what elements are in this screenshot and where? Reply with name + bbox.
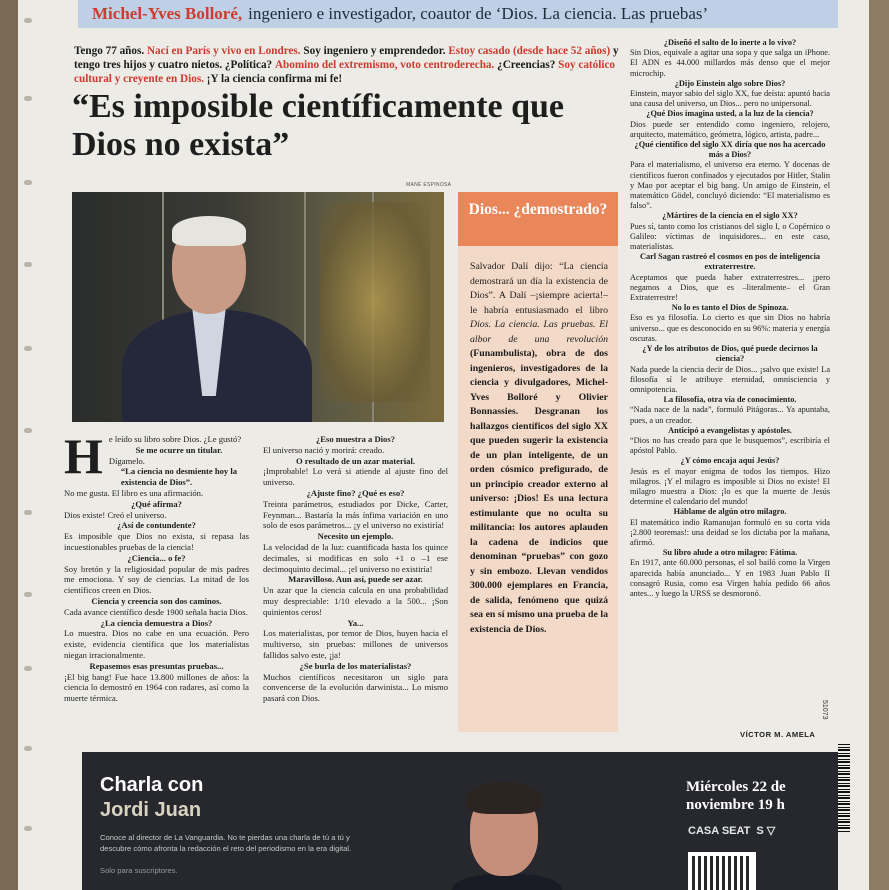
interview-answer: Para el materialismo, el universo era eterno. Y docenas de científicos fueron confinados y ejecutados por Hitler, Stalin y Mao por aceptar el big bang. Un amigo de Einstein, el matemático Gödel, concluyó diciendo: “El materialismo es falso”. [630,160,830,211]
interview-answer: e leído su libro sobre Dios. ¿Le gustó? [108,434,242,444]
drop-cap: H [64,428,103,484]
interview-answer: Einstein, mayor sabio del siglo XX, fue deísta: apuntó hacia una causa del universo, un Dios... pero no unipersonal. [630,89,830,109]
interview-question: ¿Dijo Einstein algo sobre Dios? [674,78,786,88]
interview-question: O resultado de un azar material. [295,455,416,466]
interview-question: ¿Así de contundente? [117,520,196,531]
interview-answer: Los materialistas, por temor de Dios, huyen hacia el multiverso, sin pruebas: millones de universos fallidos salvo este, ¡ja! [263,628,448,660]
interview-question: ¿Ajuste fino? ¿Qué es eso? [306,487,405,498]
event-advertisement [82,752,838,890]
sidebar-text: Salvador Dalí dijo: “La ciencia demostrará un día la existencia de Dios”. A Dalí –¡siempre acierta!– le habría entusiasmado el libro Dios. La ciencia. Las pruebas. El albor de una revolución (Funambulista), obra de dos ingenieros, investigadores de la ciencia y divulgadores, Michel-Yves Bolloré y Olivier Bonnassies. Desgranan los hallazgos científicos del siglo XX que pueden sugerir la existencia de un plan inteligente, de un orden cósmico prefigurado, de un principio creador externo al universo: ¡Dios! Es una lectura estimulante que no oculta su militancia: los autores aplauden la cadena de indicios que denominan “pruebas” con gozo y sin embozo. Llevan vendidos 300.000 ejemplares en Francia, de salida, fenómeno que quizá sea en sí mismo una prueba de la existencia de Dios. [470,261,608,635]
intro-beliefs-q: ¿Creencias? [497,59,556,71]
portrait-photo [72,192,444,422]
background-table [869,0,889,890]
interview-question: Anticipó a evangelistas y apóstoles. [668,425,792,435]
interview-column-2 [263,434,448,734]
interview-answer: El matemático indio Ramanujan formuló en su corta vida ¡2.800 teoremas!: una deidad se los dictaba por la mañana, afirmó. [630,517,830,547]
interview-answer: Soy bretón y la religiosidad popular de mis padres me emociona. Y soy de ciencias. La mitad de los científicos creen en Dios. [64,563,249,596]
interview-question: Ciencia y creencia son dos caminos. [91,595,222,606]
interview-answer: Cada avance científico desde 1900 señala hacia Dios. [64,606,248,617]
barcode-number: 51073 [821,700,828,720]
interview-answer: Dios puede ser entendido como ingeniero, relojero, arquitecto, matemático, geómetra, lógico, artista, padre... [630,119,830,139]
ad-note: Solo para suscriptores. [100,866,178,875]
interview-answer: El universo nació y morirá: creado. [263,444,385,455]
interview-question: No lo es tanto el Dios de Spinoza. [671,303,789,313]
intro-profession: Soy ingeniero y emprendedor. [303,45,446,57]
interview-question: ¿Qué afirma? [131,498,182,509]
interview-question: La filosofía, otra vía de conocimiento. [663,395,797,405]
author-signature: VÍCTOR M. AMELA [740,730,816,739]
ad-date: Miércoles 22 de noviembre 19 h [686,779,786,813]
intro-age: Tengo 77 años. [74,45,145,57]
interview-question: Necesito un ejemplo. [317,531,394,542]
interview-answer: Jesús es el mayor enigma de todos los tiempos. Hizo milagros. ¡Y el milagro es imposible si Dios no existe! El milagro muestra a Dios: ¡lo es que la muerte de Jesús determine el calendario del mundo! [630,466,830,507]
interview-question: Su libro alude a otro milagro: Fátima. [662,548,798,558]
interview-question: “La ciencia no desmiente hoy la existencia de Dios”. [120,466,238,488]
interview-answer: Sin Dios, equivale a agitar una sopa y que salga un iPhone. El ADN es 44.000 millardos más denso que el mejor microchip. [630,48,830,78]
ad-venue: CASA SEAT S ▽ [688,824,776,837]
interview-answer: “Dios no has creado para que le busquemos”, escribiría el apóstol Pablo. [630,435,830,456]
interview-column-1 [64,428,249,734]
interview-answer: No me gusta. El libro es una afirmación. [64,487,204,498]
interview-answer: Treinta parámetros, estudiados por Dicke, Carter, Feynman... Bastaría la más ínfima variación en uno solo de esos parámetros... ¡y el universo no existiría! [263,498,448,531]
interviewee-name: Michel-Yves Bolloré, [92,4,243,23]
interview-column-3 [630,38,830,728]
interview-question: ¿Mártires de la ciencia en el siglo XX? [662,211,798,221]
interview-answer: Dígamelo. [108,455,145,466]
interview-question: ¿Y de los atributos de Dios, qué puede decirnos la ciencia? [642,344,818,364]
ad-speaker: Jordi Juan [100,799,202,821]
interview-question: ¿Ciencia... o fe? [127,552,186,563]
interview-question: ¿Se burla de los materialistas? [299,660,412,671]
qr-code-icon[interactable] [688,852,756,890]
intro-politics-a: Abomino del extremismo, voto centroderecha. [274,59,495,71]
interview-answer: Muchos científicos necesitaron un siglo para convencerse de la evolución darwinista... Lo mismo pasará con Dios. [263,671,448,704]
intro-bio [74,44,626,86]
sidebar-title: Dios... ¿demostrado? [458,192,618,246]
interview-answer: “Nada nace de la nada”, formuló Pitágoras... Ya apuntaba, pues, a un creador. [630,405,830,425]
interview-answer: Lo muestra. Dios no cabe en una ecuación. Pero existe, evidencia científica que los materialistas niegan irracionalmente. [64,628,249,660]
interview-body [64,428,448,734]
interview-question: ¿Y cómo encaja aquí Jesús? [680,456,780,466]
interview-answer: Eso es ya filosofía. Lo cierto es que sin Dios no habría universo... que es desconocido en su 96%: materia y energía oscuras. [630,313,830,343]
interview-answer: Dios existe! Creó el universo. [64,509,167,520]
intro-family: y tengo tres hijos y cuatro nietos. [74,45,619,71]
interview-answer: Nada puede la ciencia decir de Dios... ¡salvo que existe! La filosofía sí le atribuye eternidad, omnisciencia y omnipotencia. [630,364,830,394]
interview-question: Se me ocurre un titular. [135,444,223,455]
interview-answer: Pues sí, tanto como los cristianos del siglo I, o Copérnico o Galileo: víctimas de inquisidores... en este caso, materialistas. [630,221,830,252]
interview-question: ¿La ciencia demuestra a Dios? [100,617,213,628]
interview-question: Carl Sagan rastreó el cosmos en pos de inteligencia extraterrestre. [639,252,821,272]
intro-politics-q: ¿Política? [224,59,273,71]
header-band [78,0,838,28]
interview-question: ¿Diseñó el salto de lo inerte a lo vivo? [663,38,797,47]
interview-question: Repasemos esas presuntas pruebas... [89,660,224,671]
photo-credit: MANÉ ESPINOSA [406,182,452,188]
interview-question: Maravilloso. Aun así, puede ser azar. [288,574,423,585]
intro-faith: ¡Y la ciencia confirma mi fe! [206,73,343,85]
intro-beliefs-a: Soy católico cultural y creyente en Dios. [74,59,616,85]
interview-question: Háblame de algún otro milagro. [673,507,787,517]
headline: “Es imposible científicamente que Dios no exista” [72,88,565,163]
interview-answer: La velocidad de la luz: cuantificada hasta los quince decimales, si modificas en solo +1 o –1 ese decimoquinto decimal... ¡el universo no existiría! [263,541,448,574]
seat-logo-icon: S ▽ [756,825,776,837]
interview-question: Ya... [347,617,364,628]
speaker-photo [452,776,572,890]
interview-question: ¿Qué científico del siglo XX diría que nos ha acercado más a Dios? [634,140,826,160]
barcode [838,744,850,832]
interview-question: ¿Qué Dios imagina usted, a la luz de la ciencia? [646,109,814,119]
interview-answer: Un azar que la ciencia calcula en una probabilidad muy despreciable: 1/10 elevado a la 500... ¡Son quinientos ceros! [263,585,448,617]
interview-answer: Es imposible que Dios no exista, si repasa las incuestionables pruebas de la ciencia! [64,531,249,552]
interviewee-role: ingeniero e investigador, coautor de ‘Dios. La ciencia. Las pruebas’ [248,4,709,23]
interview-question: ¿Eso muestra a Dios? [315,434,395,444]
interview-answer: ¡Improbable! Lo verá si atiende al ajuste fino del universo. [263,466,448,488]
interview-answer: Aceptamos que pueda haber extraterrestres... ¡pero negamos a Dios, que es –literalmente– el Gran Extraterrestre! [630,272,830,303]
interview-answer: ¡El big bang! Fue hace 13.800 millones de años: la ciencia lo demostró en 1964 con radares, así como la muerte térmica. [64,671,249,704]
intro-origin: Nací en París y vivo en Londres. [146,45,301,57]
ad-description: Conoce al director de La Vanguardia. No te pierdas una charla de tú a tú y descubre cómo afronta la redacción el reto del periodismo en la era digital. [100,833,352,853]
book-title: Dios. La ciencia. Las pruebas. El albor de una revolución [470,319,608,345]
sidebar-box [458,192,618,732]
interview-answer: En 1917, ante 60.000 personas, el sol bailó como la Virgen aparecida había anunciado... Y en 1983 Juan Pablo II consagró Rusia, como esa Virgen había pedido 66 años antes... y luego la URSS se desmoronó. [630,558,830,598]
ad-title: Charla con [100,774,204,796]
intro-married: Estoy casado (desde hace 52 años) [448,45,611,57]
